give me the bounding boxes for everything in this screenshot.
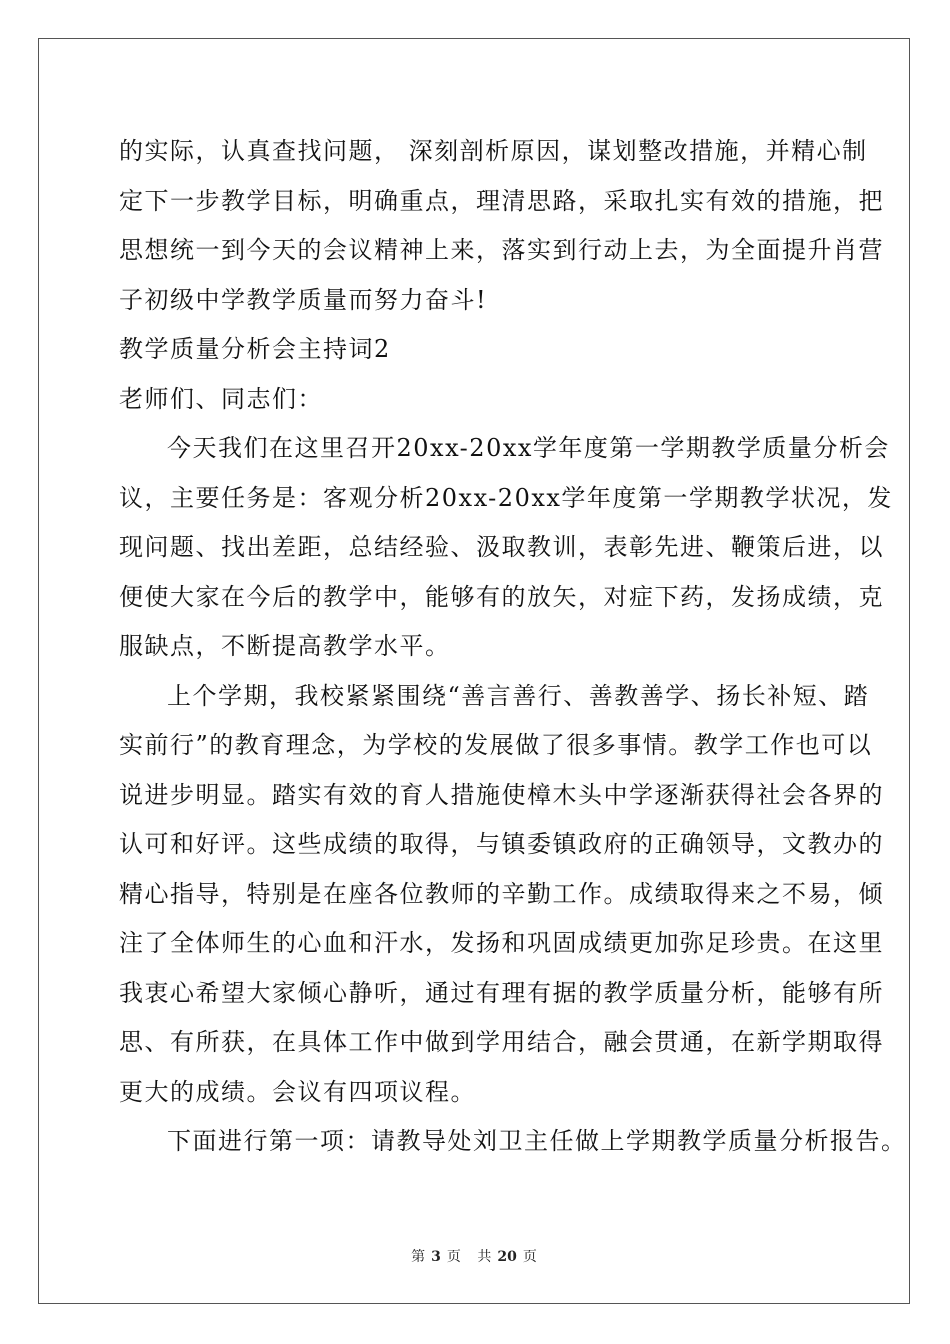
text-line: 实前行”的教育理念，为学校的发展做了很多事情。教学工作也可以 (119, 731, 873, 759)
text-line: 的实际，认真查找问题， 深刻剖析原因，谋划整改措施，并精心制 (119, 137, 868, 165)
text-line: 下面进行第一项：请教导处刘卫主任做上学期教学质量分析报告。 (167, 1127, 907, 1155)
total-pages-indicator: 共 20 页 (477, 1249, 537, 1265)
text-line: 便使大家在今后的教学中，能够有的放矢，对症下药，发扬成绩，克 (119, 582, 884, 611)
text-line: 今天我们在这里召开20xx-20xx学年度第一学期教学质量分析会 (167, 434, 890, 462)
page-indicator: 第 3 页 (411, 1249, 461, 1265)
text-line: 服缺点，不断提高教学水平。 (119, 632, 451, 660)
text-line: 现问题、找出差距，总结经验、汲取教训，表彰先进、鞭策后进，以 (119, 533, 884, 561)
text-line: 教学质量分析会主持词2 (119, 335, 391, 363)
text-line: 思、有所获，在具体工作中做到学用结合，融会贯通，在新学期取得 (119, 1028, 884, 1056)
current-page-number: 3 (431, 1249, 441, 1265)
total-pages-number: 20 (497, 1249, 517, 1265)
text-line: 更大的成绩。会议有四项议程。 (119, 1077, 476, 1106)
text-line: 注了全体师生的心血和汗水，发扬和巩固成绩更加弥足珍贵。在这里 (119, 929, 884, 957)
text-line: 老师们、同志们： (119, 384, 323, 413)
text-line: 思想统一到今天的会议精神上来，落实到行动上去，为全面提升肖营 (119, 236, 884, 264)
text-line: 认可和好评。这些成绩的取得，与镇委镇政府的正确领导，文教办的 (119, 830, 884, 858)
text-line: 定下一步教学目标，明确重点，理清思路，采取扎实有效的措施，把 (119, 186, 884, 215)
document-page (38, 38, 910, 1304)
text-line: 说进步明显。踏实有效的育人措施使樟木头中学逐渐获得社会各界的 (119, 780, 884, 809)
text-line: 精心指导，特别是在座各位教师的辛勤工作。成绩取得来之不易，倾 (119, 879, 884, 908)
text-line: 上个学期，我校紧紧围绕“善言善行、善教善学、扬长补短、踏 (167, 681, 870, 710)
text-line: 子初级中学教学质量而努力奋斗! (119, 285, 488, 314)
document-body (119, 127, 907, 1167)
page-footer (39, 1246, 909, 1266)
text-line: 议，主要任务是：客观分析20xx-20xx学年度第一学期教学状况，发 (119, 483, 893, 512)
text-line: 我衷心希望大家倾心静听，通过有理有据的教学质量分析，能够有所 (119, 978, 884, 1007)
